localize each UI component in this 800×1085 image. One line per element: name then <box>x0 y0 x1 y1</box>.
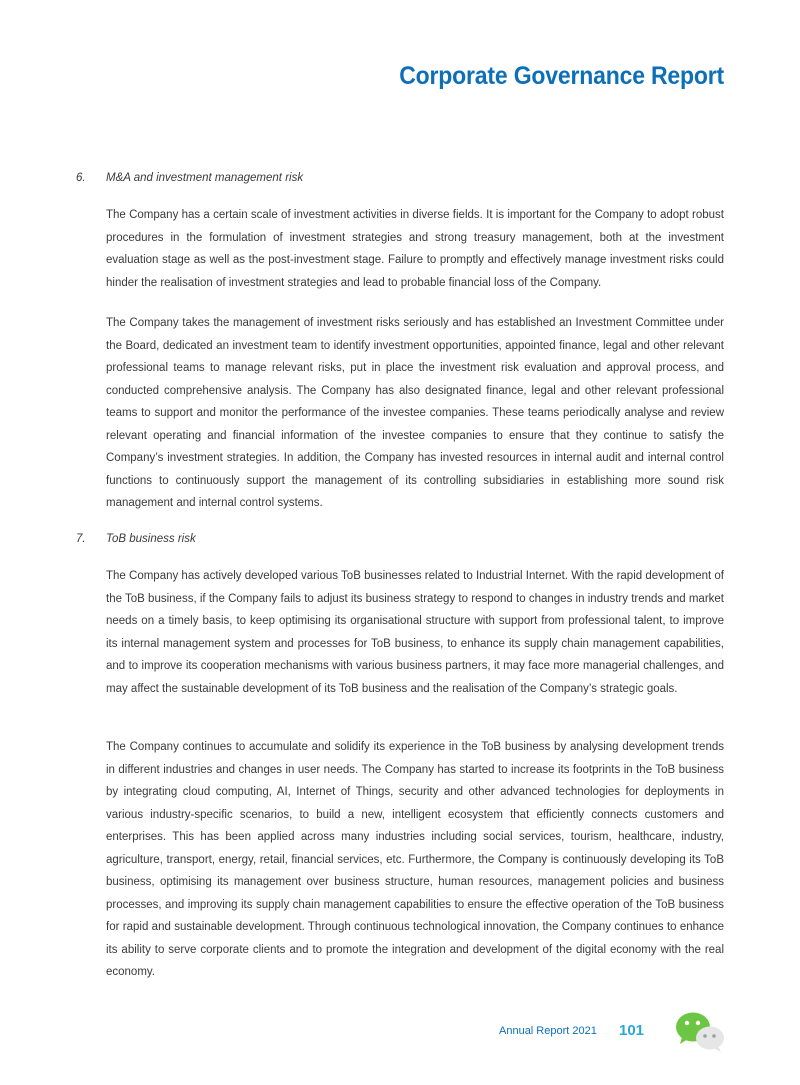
section-title: ToB business risk <box>106 533 196 545</box>
wechat-icon[interactable] <box>674 1011 726 1053</box>
paragraph: The Company takes the management of investment risks seriously and has established an Investment Committee under the Board, dedicated an investment team to identify investment opportunities, appointed finance, legal and other relevant professional teams to manage relevant risks, put in place the investment risk evaluation and approval process, and conducted comprehensive analysis. The Company has also designated finance, legal and other relevant professional teams to support and monitor the performance of the investee companies. These teams periodically analyse and review relevant operating and financial information of the investee companies to ensure that they continue to satisfy the Company’s investment strategies. In addition, the Company has invested resources in internal audit and internal control functions to continuously support the management of its controlling subsidiaries in establishing more sound risk management and internal control systems. <box>106 317 724 509</box>
footer-report-label: Annual Report 2021 <box>499 1025 597 1037</box>
section-title: M&A and investment management risk <box>106 172 304 184</box>
paragraph: The Company has actively developed various ToB businesses related to Industrial Internet. With the rapid development of the ToB business, if the Company fails to adjust its business strategy to respond to changes in industry trends and market needs on a timely basis, to keep optimising its organisational structure with support from professional talent, to improve its internal management system and processes for ToB business, to enhance its supply chain management capabilities, and to improve its cooperation mechanisms with various business partners, it may face more managerial challenges, and may affect the sustainable development of its ToB business and the realisation of the Company’s strategic goals. <box>106 570 724 695</box>
paragraph: The Company has a certain scale of investment activities in diverse fields. It is important for the Company to adopt robust procedures in the formulation of investment strategies and strong treasury management, both at the investment evaluation stage as well as the post-investment stage. Failure to promptly and effectively manage investment risks could hinder the realisation of investment strategies and lead to probable financial loss of the Company. <box>106 209 724 289</box>
section-number: 7. <box>76 533 86 545</box>
page-number: 101 <box>619 1022 645 1039</box>
paragraph: The Company continues to accumulate and solidify its experience in the ToB business by analysing development trends in different industries and changes in user needs. The Company has started to increase its footprints in the ToB business by integrating cloud computing, AI, Internet of Things, security and other advanced technologies for deployments in various industry-specific scenarios, to build a new, intelligent ecosystem that efficiently connects customers and enterprises. This has been applied across many industries including social services, tourism, healthcare, industry, agriculture, transport, energy, retail, financial services, etc. Furthermore, the Company is continuously developing its ToB business, optimising its management over business structure, human resources, management policies and business processes, and improving its supply chain management capabilities to ensure the effective operation of the ToB business for rapid and sustainable development. Through continuous technological innovation, the Company continues to enhance its ability to serve corporate clients and to promote the integration and development of the digital economy with the real economy. <box>106 741 724 978</box>
page-title: Corporate Governance Report <box>399 62 724 90</box>
section-number: 6. <box>76 172 86 184</box>
